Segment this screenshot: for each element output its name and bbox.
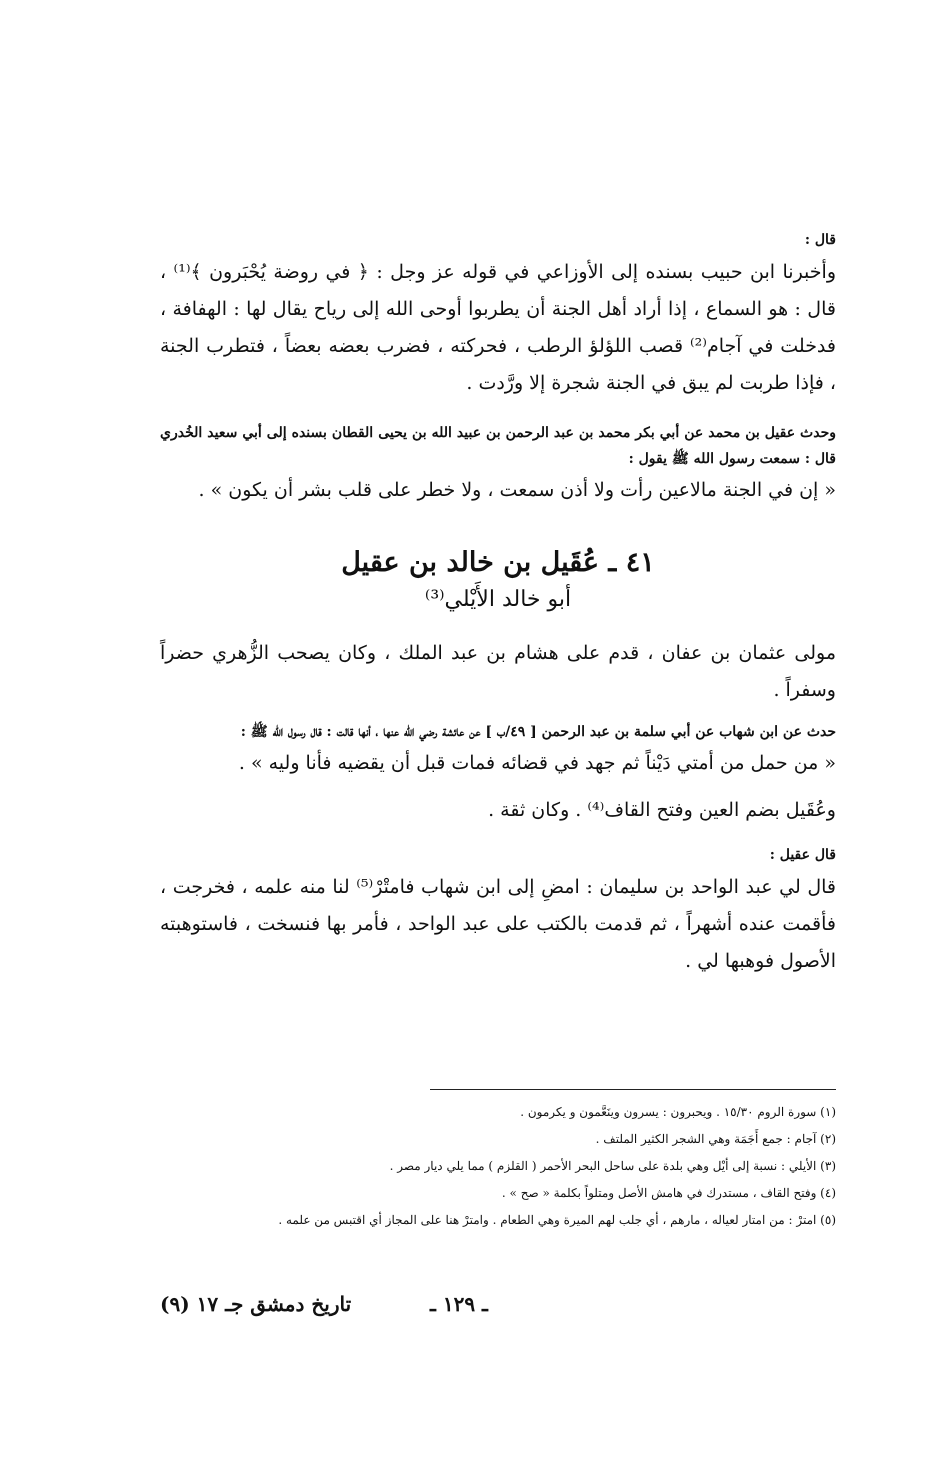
entry-isnad: حدث عن ابن شهاب عن أبي سلمة بن عبد الرحمن [ ٤٩/ب ] عن عائشة رضي الله عنها ، أنها قالت : قال رسول الله ﷺ : — [240, 724, 836, 740]
footnote-5: (٥) امترْ : من امتار لعياله ، مارهم ، أي جلب لهم الميرة وهي الطعام . وامترْ هنا على المجاز أي اقتبس من علمه . — [278, 1213, 836, 1227]
footnote-2: (٢) آجام : جمع أَجَمَة وهي الشجر الكثير الملتف . — [595, 1132, 836, 1146]
entry-hadith: « من حمل من أمتي دَيْناً ثم جهد في قضائه فمات قبل أن يقضيه فأنا وليه » . — [238, 752, 836, 774]
book-reference: تاريخ دمشق جـ ١٧ (٩) — [160, 1292, 352, 1316]
lead-label-2: قال عقيل : — [769, 847, 836, 863]
entry-title: ٤١ ـ عُقَيل بن خالد بن عقيل — [341, 547, 655, 578]
footnote-4: (٤) وفتح القاف ، مستدرك في هامش الأصل ومتلواً بكلمة « صح » . — [501, 1186, 836, 1200]
entry-subtitle: أبو خالد الأَيْلي⁽³⁾ — [424, 587, 572, 612]
entry-bio: مولى عثمان بن عفان ، قدم على هشام بن عبد الملك ، وكان يصحب الزُّهري حضراً وسفراً . — [160, 642, 836, 701]
entry-paragraph: قال لي عبد الواحد بن سليمان : امضِ إلى ابن شهاب فامتْرْ⁽⁵⁾ لنا منه علمه ، فخرجت ، فأقمت عنده أشهراً ، ثم قدمت بالكتب على عبد الواحد ، فأمر بها فنسخت ، فاستوهبته الأصول فوهبها لي . — [160, 876, 837, 972]
page-footer — [150, 1292, 836, 1328]
footnote-divider — [430, 1089, 836, 1090]
page-number: ـ ١٢٩ ـ — [430, 1292, 488, 1316]
lead-label: قال : — [804, 232, 836, 248]
footnote-3: (٣) الأيلي : نسبة إلى أيْل وهي بلدة على ساحل البحر الأحمر ( القلزم ) مما يلي ديار مصر . — [389, 1159, 836, 1173]
entry-heading — [160, 543, 836, 617]
main-text — [160, 232, 836, 980]
footnotes — [160, 1099, 836, 1234]
entry-note: وعُقَيل بضم العين وفتح القاف⁽⁴⁾ . وكان ثقة . — [488, 799, 836, 821]
isnad-chain: وحدث عقيل بن محمد عن أبي بكر محمد بن عبد الرحمن بن عبيد الله بن يحيى القطان بسنده إلى أبي سعيد الخُدري قال : سمعت رسول الله ﷺ يقول : — [160, 425, 836, 467]
hadith-quote: « إن في الجنة مالاعين رأت ولا أذن سمعت ، ولا خطر على قلب بشر أن يكون » . — [198, 479, 836, 501]
intro-paragraph: وأخبرنا ابن حبيب بسنده إلى الأوزاعي في قوله عز وجل : ﴿ في روضة يُحْبَرون ﴾⁽¹⁾ ، قال : هو السماع ، إذا أراد أهل الجنة أن يطربوا أوحى الله إلى رياح يقال لها : الهفافة ، فدخلت في آجام⁽²⁾ قصب اللؤلؤ الرطب ، فحركته ، فضرب بعضه بعضاً ، فتطرب الجنة ، فإذا طربت لم يبق في الجنة شجرة إلا ورَّدت . — [160, 261, 836, 394]
footnote-1: (١) سورة الروم ١٥/٣٠ . ويحبرون : يسرون وينَعَّمون و يكرمون . — [520, 1105, 836, 1119]
